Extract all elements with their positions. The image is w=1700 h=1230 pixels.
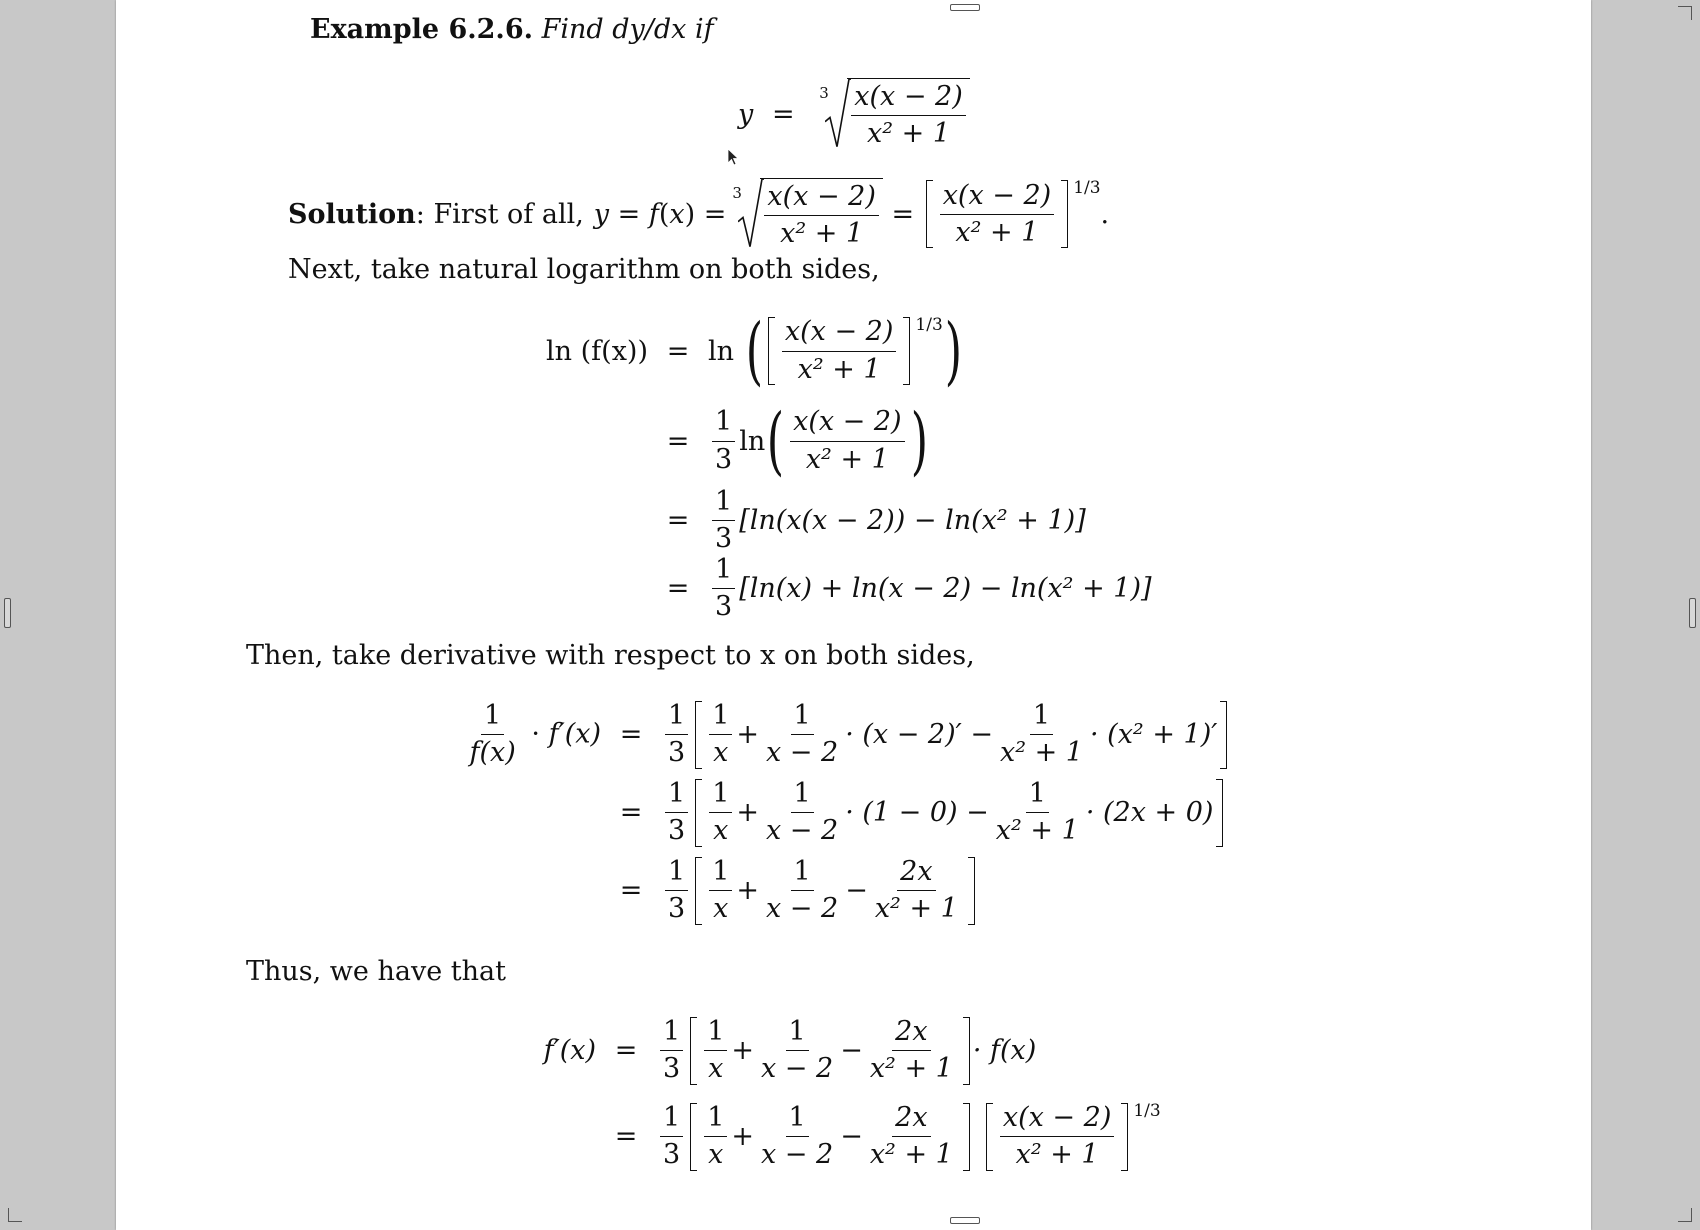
page-resize-handle-top[interactable] <box>950 4 980 11</box>
derivative-line-2: = $\frac{1}{3}$ $\frac{1}{x}$ + $\frac{1}{x - 2}$ · (1 − 0) − $\frac{1}{\text{x² + 1}}$ · (2x + 0) <box>416 778 1226 848</box>
corner-marker-top-right <box>1678 6 1692 20</box>
example-prompt: Find dy/dx if <box>541 14 714 45</box>
final-line-1: f′(x) = $\frac{1}{3}$ $\frac{1}{x}$ + $\frac{1}{x - 2}$ − $\frac{2x}{\text{x² + 1}}$ · f(x) <box>543 1016 1037 1085</box>
page-resize-handle-bottom[interactable] <box>950 1217 980 1224</box>
derivative-step-text: Then, take derivative with respect to x on both sides, <box>246 640 975 671</box>
equation-definition: y = 3 $\frac{x(x - 2)}{\text{x² + 1}}$ <box>738 78 970 151</box>
corner-marker-bottom-left <box>8 1208 22 1222</box>
next-step-text: Next, take natural logarithm on both sides, <box>288 254 880 285</box>
thus-text: Thus, we have that <box>246 956 506 987</box>
viewer-resize-handle-right[interactable] <box>1689 598 1696 628</box>
log-equation-line-1: ln (f(x)) = ln ( $\frac{x(x - 2)}{\text{x² + 1}}$ 1/3 ) <box>546 308 962 394</box>
log-equation-line-3: = $\frac{1}{3}$ [ln(x(x − 2)) − ln(x² + 1)] <box>666 486 1086 555</box>
example-label: Example 6.2.6. <box>310 14 534 45</box>
log-equation-line-2: = $\frac{1}{3}$ ln ( $\frac{x(x - 2)}{\text{x² + 1}}$ ) <box>666 398 928 484</box>
solution-label: Solution <box>288 198 416 230</box>
document-page <box>116 0 1591 1230</box>
corner-marker-bottom-right <box>1678 1208 1692 1222</box>
cube-root: 3 $\frac{x(x - 2)}{\text{x² + 1}}$ <box>817 78 970 151</box>
solution-line: Solution : First of all, y = f ( x ) = 3 $\frac{x(x - 2)}{\text{x² + 1}}$ = $\frac{x(x - 2)}{\text{x² + 1}}$ 1/3 . <box>288 178 1110 250</box>
final-line-2: = $\frac{1}{3}$ $\frac{1}{x}$ + $\frac{1}{x - 2}$ − $\frac{2x}{\text{x² + 1}}$ $\frac{x(x - 2)}{\text{x² + 1}}$ 1/3 <box>614 1100 1161 1171</box>
derivative-line-3: = $\frac{1}{3}$ $\frac{1}{x}$ + $\frac{1}{x - 2}$ − $\frac{2x}{\text{x² + 1}}$ <box>416 856 978 926</box>
viewer-resize-handle-left[interactable] <box>4 598 11 628</box>
derivative-line-1: $\frac{1}{f(x)}$ · f′(x) = $\frac{1}{3}$ $\frac{1}{x}$ + $\frac{1}{x - 2}$ · (x − 2)′ − $\frac{1}{\text{x² + 1}}$ · (x² + 1)′ <box>416 700 1230 770</box>
log-equation-line-4: = $\frac{1}{3}$ [ln(x) + ln(x − 2) − ln(x² + 1)] <box>666 554 1152 623</box>
example-heading <box>310 14 714 45</box>
mouse-cursor-icon <box>727 148 741 168</box>
